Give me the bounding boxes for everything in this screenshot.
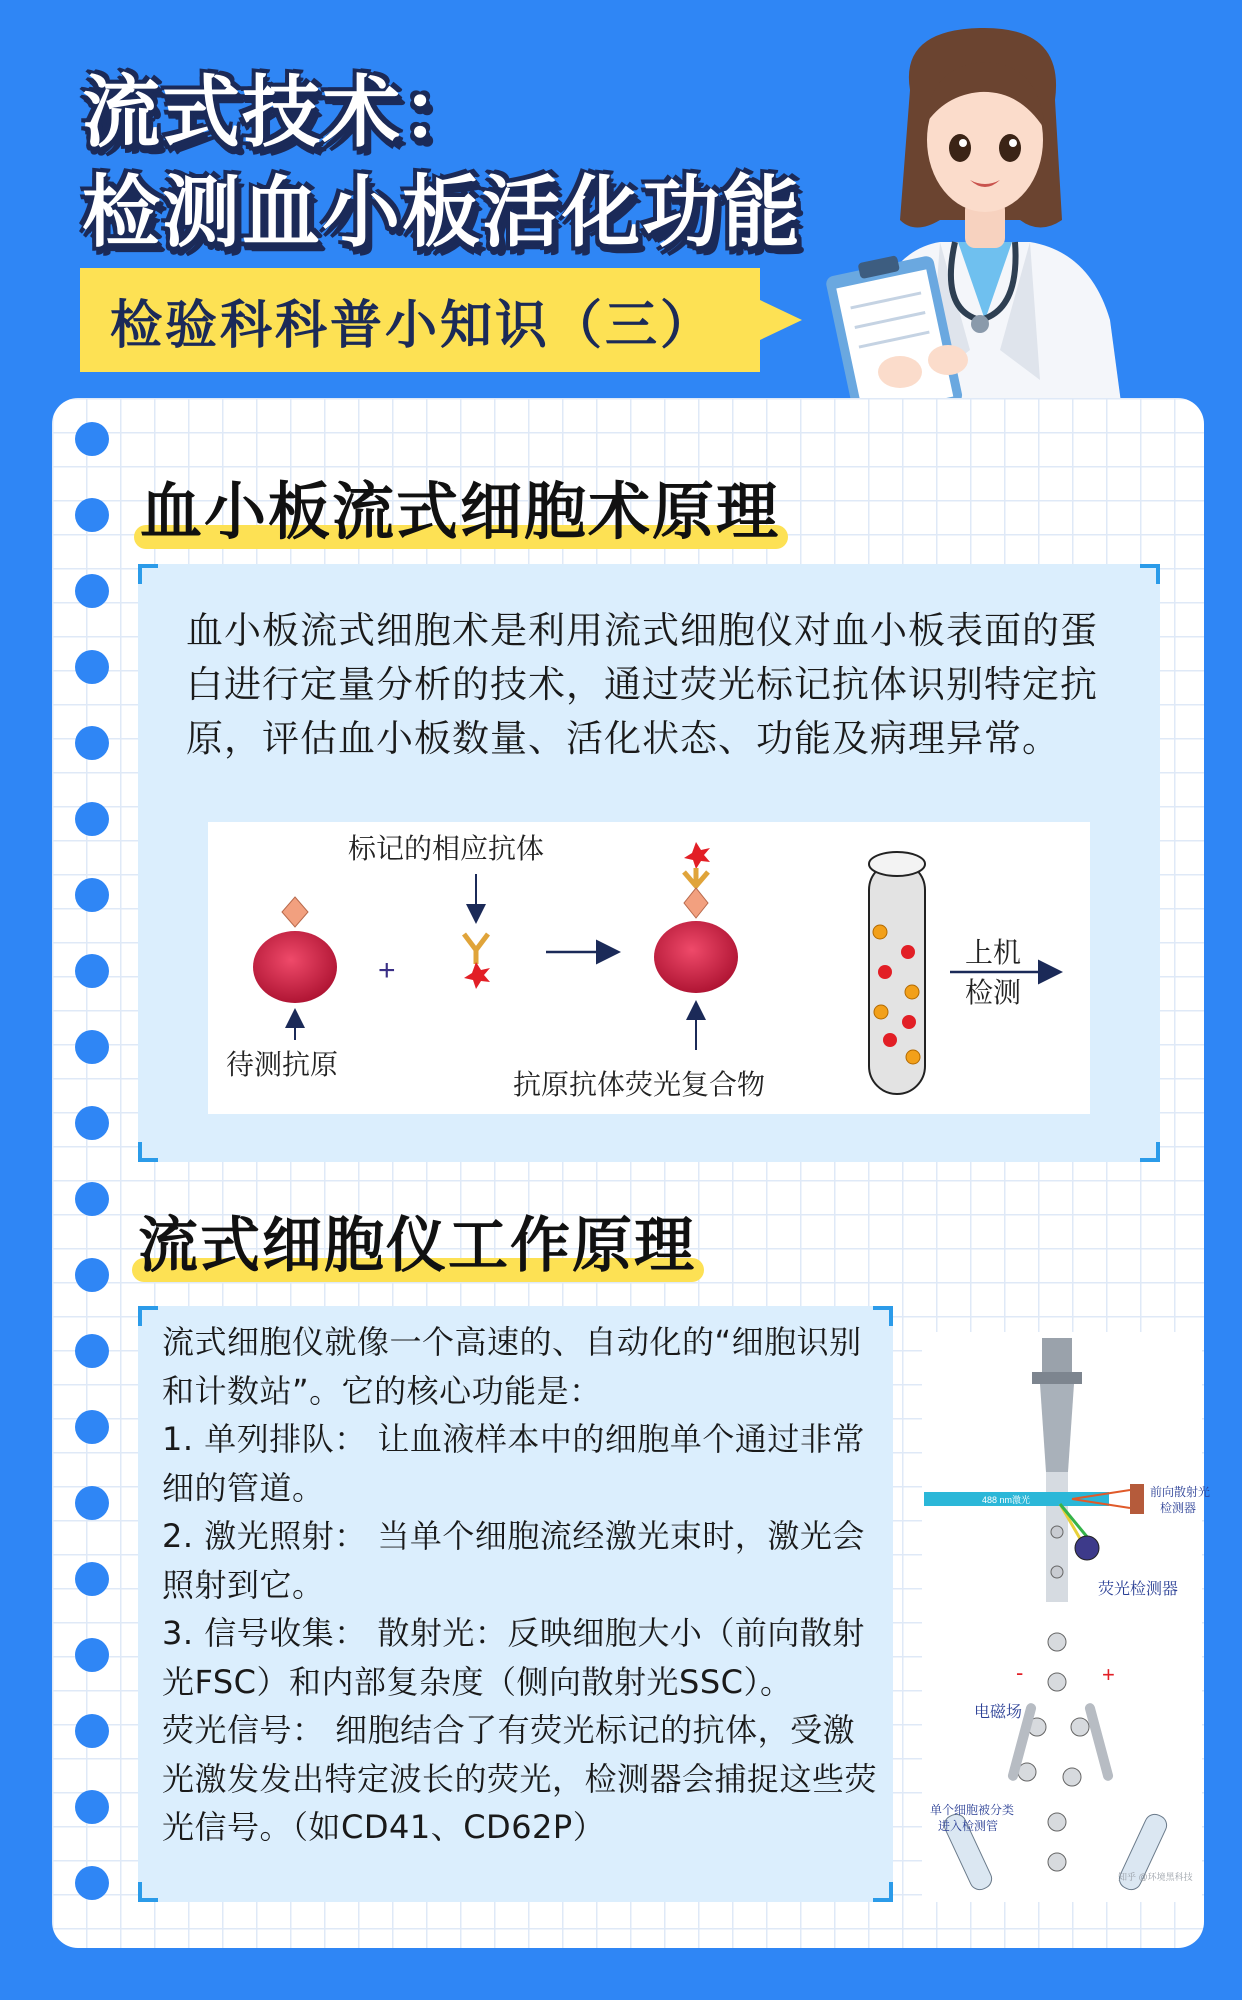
forward-detector-label-2: 检测器 [1160,1501,1197,1515]
binder-hole [75,1486,109,1520]
laser-label: 488 nm激光 [982,1495,1031,1505]
description-line: 3. 信号收集： 散射光：反映细胞大小（前向散射光FSC）和内部复杂度（侧向散射光SSC）。 [162,1614,865,1701]
binder-hole [75,1638,109,1672]
page-title-line-1: 流式技术： [82,68,483,158]
minus-sign: - [1016,1660,1024,1685]
binder-hole [75,574,109,608]
antigen-diamond [282,897,308,927]
antigen-cell [253,931,337,1003]
antibody-icon [464,934,490,989]
section-title-text: 血小板流式细胞术原理 [140,475,781,548]
binder-hole [75,650,109,684]
binder-hole [75,1714,109,1748]
platelet-flow-description: 血小板流式细胞术是利用流式细胞仪对血小板表面的蛋白进行定量分析的技术，通过荧光标记抗体识别特定抗原，评估血小板数量、活化状态、功能及病理异常。 [186,609,1098,760]
binder-hole [75,1562,109,1596]
binder-hole [75,726,109,760]
section-title-cytometer [138,1198,696,1284]
antigen-antibody-diagram [208,822,1090,1114]
binder-hole [75,1182,109,1216]
platelet-flow-panel [138,564,1160,1162]
description-line: 2. 激光照射： 当单个细胞流经激光束时，激光会照射到它。 [162,1517,865,1604]
sort-label-2: 进入检测管 [938,1819,999,1833]
binder-hole [75,1106,109,1140]
page-title-line-2: 检测血小板活化功能 [82,168,803,258]
subtitle-banner-text: 检验科科普小知识（三） [110,295,716,356]
plus-sign: + [1102,1662,1115,1687]
watermark: 知乎 @环境黑科技 [1118,1872,1193,1882]
binder-hole [75,1410,109,1444]
cytometer-panel [138,1306,893,1902]
flow-cytometer-diagram [922,1332,1211,1902]
binder-hole [75,1030,109,1064]
label-machine-2: 检测 [965,977,1022,1008]
subtitle-banner [80,268,760,372]
binder-hole [75,1866,109,1900]
plus-sign: + [378,954,396,987]
fluor-detector-label: 荧光检测器 [1098,1581,1179,1598]
section-title-text: 流式细胞仪工作原理 [138,1211,696,1281]
label-complex: 抗原抗体荧光复合物 [513,1069,766,1100]
binder-hole [75,422,109,456]
em-field-label: 电磁场 [974,1704,1023,1721]
complex-icon [654,842,738,993]
label-machine-1: 上机 [965,937,1022,968]
description-line: 流式细胞仪就像一个高速的、自动化的“细胞识别和计数站”。它的核心功能是： [162,1323,862,1410]
binder-hole [75,802,109,836]
description-line: 1. 单列排队： 让血液样本中的细胞单个通过非常细的管道。 [162,1420,865,1507]
binder-hole [75,1258,109,1292]
binder-hole [75,1790,109,1824]
forward-detector-label-1: 前向散射光 [1150,1485,1211,1499]
binder-hole [75,498,109,532]
binder-hole [75,878,109,912]
label-antibody: 标记的相应抗体 [348,833,545,864]
test-tube-icon [869,852,925,1094]
binder-hole [75,954,109,988]
description-line: 荧光信号： 细胞结合了有荧光标记的抗体，受激光激发发出特定波长的荧光，检测器会捕捉这些荧光信号。（如CD41、CD62P） [162,1711,878,1846]
section-title-platelet-flow [140,462,780,551]
binder-hole [75,1334,109,1368]
label-antigen: 待测抗原 [226,1049,339,1080]
cytometer-description [162,1318,882,1852]
sort-label-1: 单个细胞被分类 [930,1803,1015,1817]
